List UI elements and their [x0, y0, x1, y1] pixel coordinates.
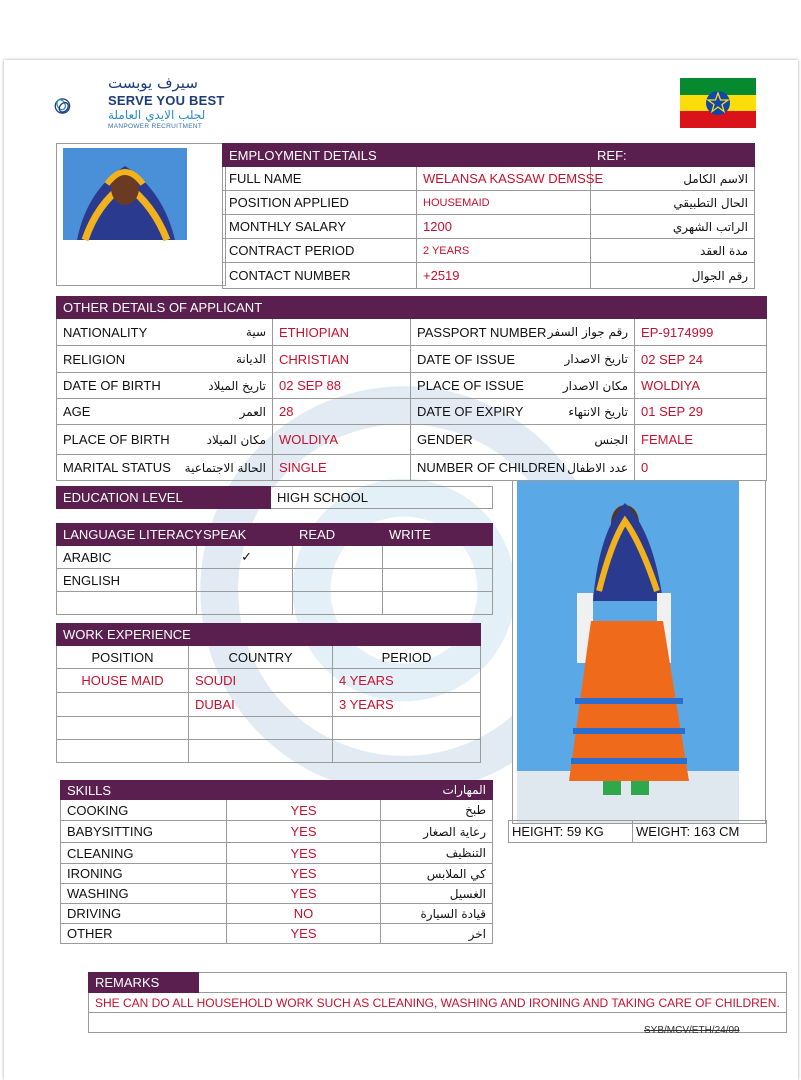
row-label: POSITION APPLIED [223, 191, 417, 215]
row-arabic-label: رقم جواز السفر [539, 319, 635, 346]
ref-label: REF: [591, 144, 755, 167]
row-arabic-label: مدة العقد [591, 239, 755, 263]
skill-value: YES [227, 843, 381, 864]
table-row [57, 669, 481, 693]
work-country [189, 717, 333, 740]
row-arabic-label: تاريخ الاصدار [539, 346, 635, 373]
table-row [61, 904, 493, 924]
skill-name: COOKING [61, 800, 227, 821]
place-of-birth-value: WOLDIYA [273, 425, 411, 455]
education-value: HIGH SCHOOL [271, 487, 493, 509]
row-arabic-label: مكان الميلاد [191, 425, 273, 455]
language-header: LANGUAGE LITERACY [57, 524, 197, 546]
skill-value: YES [227, 884, 381, 904]
row-arabic-label: سية [191, 319, 273, 346]
row-label: MONTHLY SALARY [223, 215, 417, 239]
row-label: NUMBER OF CHILDREN [411, 455, 539, 481]
logo-english-name: SERVE YOU BEST [108, 93, 225, 108]
skill-name: BABYSITTING [61, 821, 227, 843]
education-table [56, 486, 493, 509]
table-row [57, 425, 767, 455]
row-label: FULL NAME [223, 167, 417, 191]
weight-value: WEIGHT: 163 CM [633, 821, 767, 843]
table-row [57, 740, 481, 763]
skill-name: CLEANING [61, 843, 227, 864]
skill-arabic: طبخ [381, 800, 493, 821]
row-arabic-label: العمر [191, 399, 273, 425]
company-logo-icon [54, 78, 106, 134]
cv-page [4, 60, 798, 1080]
speak-cell [197, 592, 293, 615]
row-label: PASSPORT NUMBER [411, 319, 539, 346]
work-position [57, 693, 189, 717]
full-name-value: WELANSA KASSAW DEMSSE [417, 167, 591, 191]
date-of-birth-value: 02 SEP 88 [273, 373, 411, 399]
work-experience-table [56, 623, 481, 763]
read-cell [293, 546, 383, 569]
logo-subtitle: MANPOWER RECRUITMENT [108, 123, 203, 130]
skill-arabic: اخر [381, 924, 493, 944]
row-label: AGE [57, 399, 191, 425]
row-arabic-label: الجنس [539, 425, 635, 455]
row-arabic-label: الديانة [191, 346, 273, 373]
skill-name: OTHER [61, 924, 227, 944]
table-row [57, 346, 767, 373]
skills-title-arabic: المهارات [381, 781, 493, 800]
row-arabic-label: الحالة الاجتماعية [191, 455, 273, 481]
work-position: HOUSE MAID [57, 669, 189, 693]
language-name: ARABIC [57, 546, 197, 569]
work-period: 4 YEARS [333, 669, 481, 693]
row-label: DATE OF ISSUE [411, 346, 539, 373]
contact-number-value: +2519 [417, 263, 591, 289]
skill-value: YES [227, 800, 381, 821]
remarks-table [88, 972, 787, 1033]
position-applied-value: HOUSEMAID [417, 191, 591, 215]
read-cell [293, 569, 383, 592]
row-label: CONTRACT PERIOD [223, 239, 417, 263]
row-arabic-label: مكان الاصدار [539, 373, 635, 399]
row-label: PLACE OF ISSUE [411, 373, 539, 399]
skill-arabic: قيادة السيارة [381, 904, 493, 924]
row-arabic-label: الاسم الكامل [591, 167, 755, 191]
table-row [57, 373, 767, 399]
row-arabic-label: الحال التطبيقي [591, 191, 755, 215]
language-name: ENGLISH [57, 569, 197, 592]
table-row [61, 924, 493, 944]
table-row [57, 717, 481, 740]
row-label: GENDER [411, 425, 539, 455]
work-country [189, 740, 333, 763]
work-experience-title: WORK EXPERIENCE [57, 624, 333, 646]
skill-arabic: كي الملابس [381, 864, 493, 884]
employment-details-table [222, 143, 755, 289]
row-arabic-label: عدد الاطفال [539, 455, 635, 481]
height-value: HEIGHT: 59 KG [509, 821, 633, 843]
skill-value: YES [227, 864, 381, 884]
row-label: MARITAL STATUS [57, 455, 191, 481]
table-row [61, 843, 493, 864]
write-cell [383, 592, 493, 615]
skill-arabic: رعاية الصغار [381, 821, 493, 843]
work-country: SOUDI [189, 669, 333, 693]
skill-name: IRONING [61, 864, 227, 884]
logo-arabic-name: سيرف يوبست [108, 74, 198, 92]
skill-arabic: التنظيف [381, 843, 493, 864]
employment-details-title: EMPLOYMENT DETAILS [223, 144, 591, 167]
work-position [57, 717, 189, 740]
monthly-salary-value: 1200 [417, 215, 591, 239]
table-row [61, 800, 493, 821]
table-row [57, 693, 481, 717]
speak-cell [197, 569, 293, 592]
number-of-children-value: 0 [635, 455, 767, 481]
row-arabic-label: تاريخ الميلاد [191, 373, 273, 399]
applicant-full-body-photo [512, 480, 766, 824]
other-details-table [56, 296, 767, 481]
row-label: DATE OF EXPIRY [411, 399, 539, 425]
applicant-portrait-photo [56, 143, 226, 286]
country-header: COUNTRY [189, 646, 333, 669]
ethiopia-flag-icon [680, 78, 756, 128]
skill-arabic: الغسيل [381, 884, 493, 904]
table-row [61, 821, 493, 843]
language-name [57, 592, 197, 615]
row-arabic-label: رقم الجوال [591, 263, 755, 289]
work-period [333, 717, 481, 740]
passport-number-value: EP-9174999 [635, 319, 767, 346]
date-of-issue-value: 02 SEP 24 [635, 346, 767, 373]
table-row [57, 569, 493, 592]
write-cell [383, 569, 493, 592]
document-reference-code: SYB/MCV/ETH/24/09 [644, 1025, 740, 1036]
logo-arabic-tagline: لجلب الايدي العاملة [108, 108, 206, 122]
skill-name: WASHING [61, 884, 227, 904]
skill-value: NO [227, 904, 381, 924]
education-label: EDUCATION LEVEL [57, 487, 271, 509]
row-arabic-label: الراتب الشهري [591, 215, 755, 239]
date-of-expiry-value: 01 SEP 29 [635, 399, 767, 425]
table-row [57, 319, 767, 346]
skills-title: SKILLS [61, 781, 227, 800]
table-row [61, 884, 493, 904]
speak-header: SPEAK [197, 524, 293, 546]
row-label: NATIONALITY [57, 319, 191, 346]
age-value: 28 [273, 399, 411, 425]
contract-period-value: 2 YEARS [417, 239, 591, 263]
table-row [61, 864, 493, 884]
place-of-issue-value: WOLDIYA [635, 373, 767, 399]
table-row [57, 592, 493, 615]
row-label: RELIGION [57, 346, 191, 373]
table-row [57, 455, 767, 481]
period-header: PERIOD [333, 646, 481, 669]
gender-value: FEMALE [635, 425, 767, 455]
row-arabic-label: تاريخ الانتهاء [539, 399, 635, 425]
skill-value: YES [227, 821, 381, 843]
row-label: PLACE OF BIRTH [57, 425, 191, 455]
table-row [57, 546, 493, 569]
check-icon: ✓ [197, 546, 293, 569]
table-row [223, 215, 755, 239]
skill-value: YES [227, 924, 381, 944]
skill-name: DRIVING [61, 904, 227, 924]
read-header: READ [293, 524, 383, 546]
marital-status-value: SINGLE [273, 455, 411, 481]
read-cell [293, 592, 383, 615]
table-row [57, 399, 767, 425]
table-row [223, 191, 755, 215]
other-details-title: OTHER DETAILS OF APPLICANT [57, 297, 411, 319]
row-label: DATE OF BIRTH [57, 373, 191, 399]
work-position [57, 740, 189, 763]
table-row [223, 239, 755, 263]
write-header: WRITE [383, 524, 493, 546]
row-label: CONTACT NUMBER [223, 263, 417, 289]
work-period: 3 YEARS [333, 693, 481, 717]
table-row [223, 263, 755, 289]
table-row [223, 167, 755, 191]
nationality-value: ETHIOPIAN [273, 319, 411, 346]
measurements-table [508, 820, 767, 843]
work-country: DUBAI [189, 693, 333, 717]
religion-value: CHRISTIAN [273, 346, 411, 373]
position-header: POSITION [57, 646, 189, 669]
language-literacy-table [56, 523, 493, 615]
remarks-title: REMARKS [89, 973, 199, 993]
remarks-text: SHE CAN DO ALL HOUSEHOLD WORK SUCH AS CLEANING, WASHING AND IRONING AND TAKING CARE OF CHILDREN. [89, 993, 787, 1013]
write-cell [383, 546, 493, 569]
skills-table [60, 780, 493, 944]
work-period [333, 740, 481, 763]
